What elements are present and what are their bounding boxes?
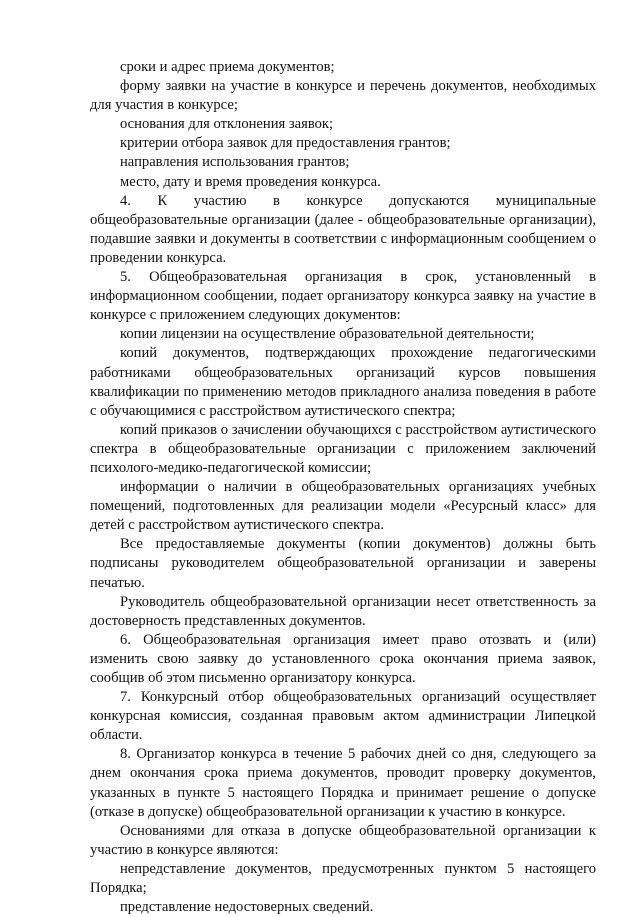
paragraph-false-information: представление недостоверных сведений. <box>120 899 374 916</box>
paragraph-grant-directions: направления использования грантов; <box>120 154 350 171</box>
paragraph-item-7: 7. Конкурсный отбор общеобразовательных организаций осуществляет конкурсная комиссия, созданная правовым актом администрации Липецкой области. <box>90 689 596 744</box>
paragraph-documents-signed: Все предоставляемые документы (копии документов) должны быть подписаны руководителем общеобразовательной организации и заверены печатью. <box>90 536 596 591</box>
paragraph-rejection-grounds: основания для отклонения заявок; <box>120 116 334 133</box>
paragraph-training-documents: копий документов, подтверждающих прохождение педагогическими работниками общеобразовательных организаций курсов повышения квалификации по применению методов прикладного анализа поведения в работе с обучающимися с расстройством аутистического спектра; <box>90 345 596 419</box>
paragraph-contest-place-time: место, дату и время проведения конкурса. <box>120 173 381 190</box>
paragraph-selection-criteria: критерии отбора заявок для предоставления грантов; <box>120 135 451 152</box>
paragraph-head-responsibility: Руководитель общеобразовательной организации несет ответственность за достоверность представленных документов. <box>90 593 596 629</box>
paragraph-item-8: 8. Организатор конкурса в течение 5 рабочих дней со дня, следующего за днем окончания срока приема документов, проводит проверку документов, указанных в пункте 5 настоящего Порядка и принимает решение о допуске (отказе в допуске) общеобразовательной организации к участию в конкурсе. <box>90 746 596 820</box>
document-body <box>90 58 596 917</box>
paragraph-item-6: 6. Общеобразовательная организация имеет право отозвать и (или) изменить свою заявку до установленного срока окончания приема заявок, сообщив об этом письменно организатору конкурса. <box>90 631 596 686</box>
paragraph-item-4: 4. К участию в конкурсе допускаются муниципальные общеобразовательные организации (далее - общеобразовательные организации), подавшие заявки и документы в соответствии с информационным сообщением о проведении конкурса. <box>90 192 596 266</box>
paragraph-item-5: 5. Общеобразовательная организация в срок, установленный в информационном сообщении, подает организатору конкурса заявку на участие в конкурсе с приложением следующих документов: <box>90 269 596 324</box>
paragraph-license-copy: копии лицензии на осуществление образовательной деятельности; <box>120 326 535 343</box>
paragraph-classroom-info: информации о наличии в общеобразовательных организациях учебных помещений, подготовленных для реализации модели «Ресурсный класс» для детей с расстройством аутистического спектра. <box>90 479 596 534</box>
paragraph-missing-documents: непредставление документов, предусмотренных пунктом 5 настоящего Порядка; <box>90 860 596 897</box>
paragraph-application-form: форму заявки на участие в конкурсе и перечень документов, необходимых для участия в конкурсе; <box>90 78 596 114</box>
paragraph-deadlines-address: сроки и адрес приема документов; <box>120 59 335 75</box>
paragraph-enrollment-orders: копий приказов о зачислении обучающихся с расстройством аутистического спектра в общеобразовательные организации с приложением заключений психолого-медико-педагогической комиссии; <box>90 421 596 476</box>
paragraph-refusal-grounds: Основаниями для отказа в допуске общеобразовательной организации к участию в конкурсе являются: <box>90 822 596 858</box>
